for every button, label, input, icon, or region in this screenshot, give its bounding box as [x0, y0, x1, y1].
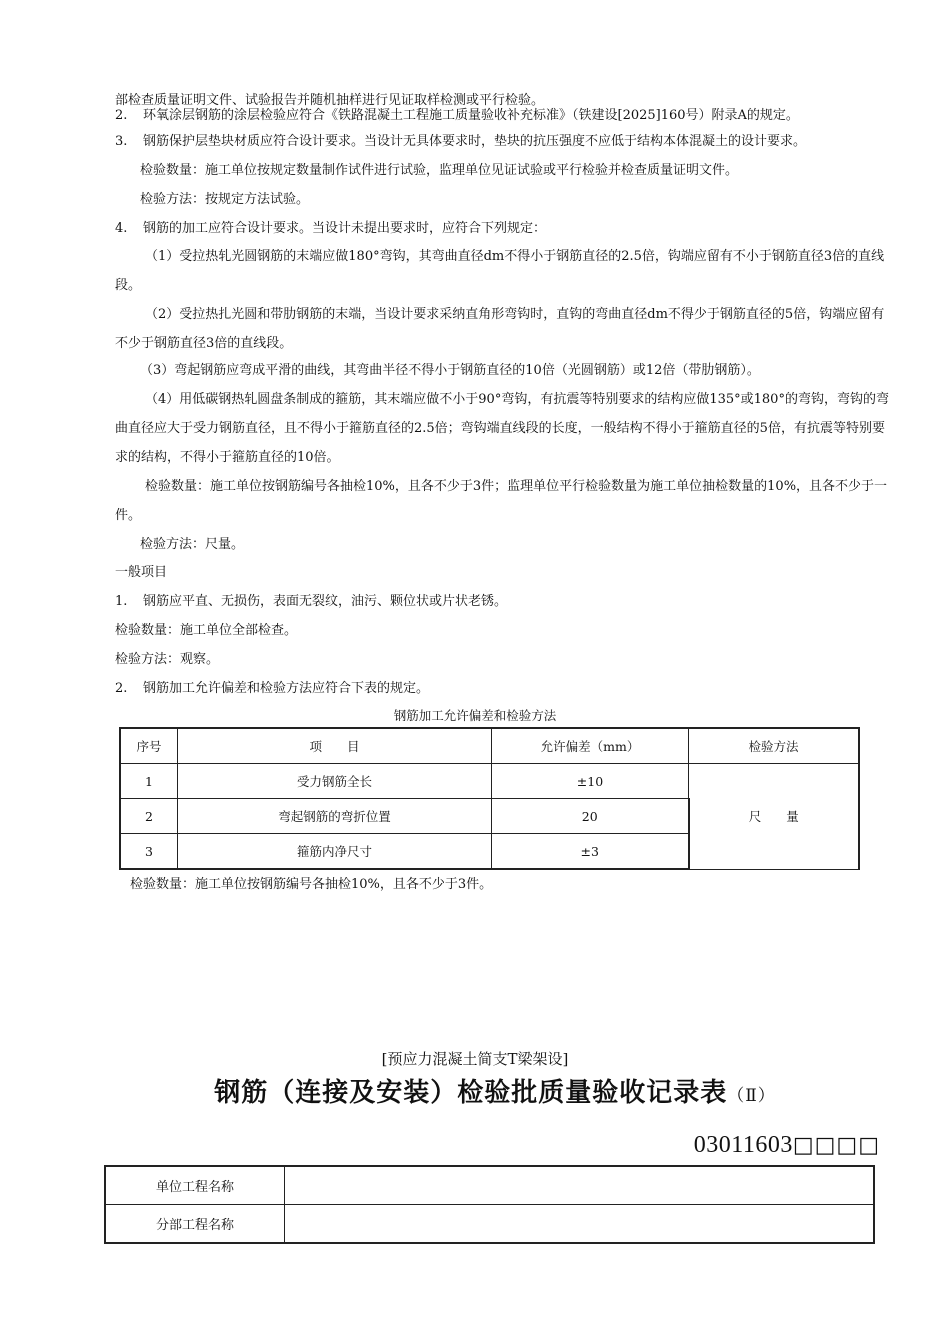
paragraph-text: 钢筋保护层垫块材质应符合设计要求。当设计无具体要求时，垫块的抗压强度不应低于结构本体混凝土的设计要求。	[143, 134, 807, 149]
table-cell: 1	[120, 764, 178, 799]
paragraph-text: 钢筋应平直、无损伤，表面无裂纹，油污、颗位状或片状老锈。	[143, 594, 508, 609]
paragraph: （1）受拉热轧光圆钢筋的末端应做180°弯钩，其弯曲直径dm不得小于钢筋直径的2.5倍，钩端应留有不小于钢筋直径3倍的直线段。	[115, 249, 885, 293]
table-cell: 箍筋内净尺寸	[178, 834, 492, 870]
paragraph: 检验数量：施工单位按钢筋编号各抽检10%，且各不少于3件；监理单位平行检验数量为施工单位抽检数量的10%，且各不少于一件。	[115, 479, 888, 523]
form-label: 单位工程名称	[105, 1166, 285, 1205]
table-cell: ±10	[492, 764, 689, 799]
form-row	[105, 1166, 874, 1205]
paragraph-text: 环氧涂层钢筋的涂层检验应符合《铁路混凝土工程施工质量验收补充标准》（铁建设[2025]160号）附录A的规定。	[143, 108, 799, 123]
paragraph: 部检查质量证明文件、试验报告并随机抽样进行见证取样检测或平行检验。	[115, 93, 545, 108]
form-label: 分部工程名称	[105, 1205, 285, 1244]
table-cell: 20	[492, 799, 689, 834]
table-cell: ±3	[492, 834, 689, 870]
paragraph: 检验方法：观察。	[115, 652, 220, 667]
paragraph: 检验方法：尺量。	[140, 537, 245, 552]
paragraph: （3）弯起钢筋应弯成平滑的曲线，其弯曲半径不得小于钢筋直径的10倍（光圆钢筋）或12倍（带肋钢筋）。	[140, 363, 760, 378]
table-note: 检验数量：施工单位按钢筋编号各抽检10%，且各不少于3件。	[130, 877, 493, 892]
paragraph-text: 钢筋的加工应符合设计要求。当设计未提出要求时，应符合下列规定：	[143, 221, 547, 236]
table-row	[120, 764, 859, 799]
table-caption: 钢筋加工允许偏差和检验方法	[393, 708, 557, 723]
item-number: 4.	[115, 221, 128, 236]
table-cell: 弯起钢筋的弯折位置	[178, 799, 492, 834]
paragraph-text: 钢筋加工允许偏差和检验方法应符合下表的规定。	[143, 681, 430, 696]
item-number: 3.	[115, 134, 128, 149]
item-number: 2.	[115, 108, 128, 123]
form-title-text: 钢筋（连接及安装）检验批质量验收记录表	[214, 1078, 728, 1108]
paragraph	[115, 674, 890, 703]
paragraph	[115, 101, 890, 130]
paragraph	[115, 127, 890, 156]
tolerance-table	[119, 727, 860, 870]
paragraph: （4）用低碳钢热轧圆盘条制成的箍筋，其末端应做不小于90°弯钩，有抗震等特别要求的结构应做135°或180°的弯钩，弯钩的弯曲直径应大于受力钢筋直径，且不得小于箍筋直径的2.5倍；弯钩端直线段的长度，一般结构不得小于箍筋直径的5倍，有抗震等特别要求的结构，不得小于箍筋直径的10倍。	[115, 392, 889, 465]
item-number: 2.	[115, 681, 128, 696]
table-cell: 受力钢筋全长	[178, 764, 492, 799]
form-row	[105, 1205, 874, 1244]
column-header: 允许偏差（mm）	[492, 728, 689, 764]
paragraph: 检验数量：施工单位按规定数量制作试件进行试验，监理单位见证试验或平行检验并检查质量证明文件。	[140, 163, 739, 178]
method-cell: 尺 量	[689, 764, 860, 870]
column-header: 序号	[120, 728, 178, 764]
section-heading: 一般项目	[115, 565, 168, 580]
table-header-row	[120, 728, 859, 764]
form-code	[694, 1132, 880, 1159]
paragraph: 检验方法：按规定方法试验。	[140, 192, 310, 207]
paragraph	[115, 587, 890, 616]
form-title	[0, 1072, 950, 1109]
form-code-boxes: □□□□	[792, 1133, 880, 1158]
form-code-number: 03011603	[693, 1132, 793, 1158]
table-cell: 3	[120, 834, 178, 870]
unit-project-name-field[interactable]	[285, 1166, 875, 1205]
record-form-table	[104, 1165, 875, 1244]
column-header: 检验方法	[689, 728, 860, 764]
item-number: 1.	[115, 594, 128, 609]
column-header: 项 目	[178, 728, 492, 764]
table-cell: 2	[120, 799, 178, 834]
division-project-name-field[interactable]	[285, 1205, 875, 1244]
paragraph: 检验数量：施工单位全部检查。	[115, 623, 298, 638]
paragraph: （2）受拉热扎光圆和带肋钢筋的末端，当设计要求采纳直角形弯钩时，直钩的弯曲直径dm不得少于钢筋直径的5倍，钩端应留有不少于钢筋直径3倍的直线段。	[115, 307, 885, 351]
form-subtitle: [预应力混凝土简支T梁架设]	[381, 1050, 569, 1068]
form-title-suffix: （Ⅱ）	[727, 1086, 776, 1106]
paragraph	[115, 214, 890, 243]
